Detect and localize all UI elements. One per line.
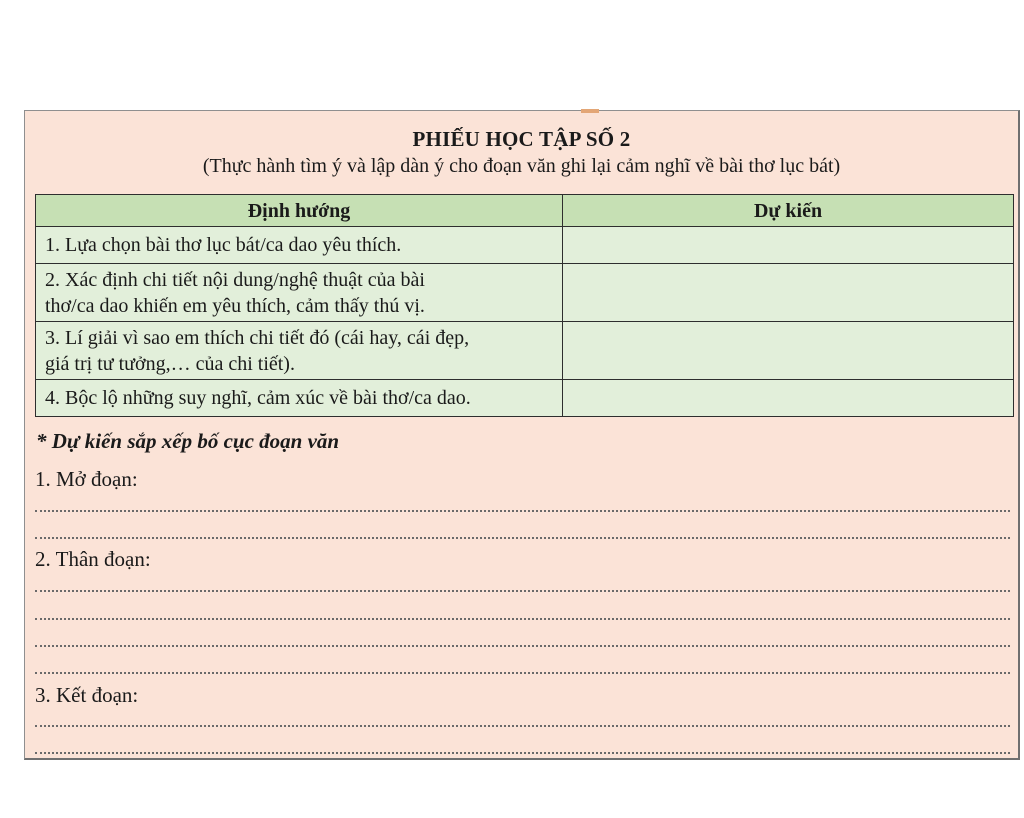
section-label-opening: 1. Mở đoạn: xyxy=(35,467,138,491)
table-header-row xyxy=(36,195,1014,227)
answer-line[interactable] xyxy=(35,510,1010,512)
direction-cell xyxy=(36,264,563,322)
planning-table xyxy=(35,194,1014,417)
answer-line[interactable] xyxy=(35,537,1010,539)
direction-cell xyxy=(36,322,563,380)
direction-text: 1. Lựa chọn bài thơ lục bát/ca dao yêu thích. xyxy=(45,234,402,256)
worksheet-title: PHIẾU HỌC TẬP SỐ 2 xyxy=(412,127,631,151)
table-row xyxy=(36,380,1014,417)
table-row xyxy=(36,264,1014,322)
layout-heading: * Dự kiến sắp xếp bố cục đoạn văn xyxy=(36,429,340,453)
direction-text: 2. Xác định chi tiết nội dung/nghệ thuật của bài xyxy=(45,268,425,291)
plan-cell[interactable] xyxy=(563,380,1014,417)
plan-cell[interactable] xyxy=(563,264,1014,322)
table-row xyxy=(36,227,1014,264)
header-plan: Dự kiến xyxy=(563,195,1014,227)
answer-line[interactable] xyxy=(35,645,1010,647)
table-row xyxy=(36,322,1014,380)
plan-cell[interactable] xyxy=(563,322,1014,380)
answer-line[interactable] xyxy=(35,672,1010,674)
answer-line[interactable] xyxy=(35,618,1010,620)
direction-cell xyxy=(36,380,563,417)
worksheet xyxy=(24,110,1020,760)
plan-cell[interactable] xyxy=(563,227,1014,264)
direction-text: thơ/ca dao khiến em yêu thích, cảm thấy thú vị. xyxy=(45,294,425,317)
header-direction: Định hướng xyxy=(36,195,563,227)
top-marker xyxy=(581,109,599,113)
direction-text: 4. Bộc lộ những suy nghĩ, cảm xúc về bài thơ/ca dao. xyxy=(45,387,471,409)
direction-text: 3. Lí giải vì sao em thích chi tiết đó (cái hay, cái đẹp, xyxy=(45,326,470,349)
answer-line[interactable] xyxy=(35,590,1010,592)
direction-text: giá trị tư tưởng,… của chi tiết). xyxy=(45,352,295,375)
worksheet-subtitle: (Thực hành tìm ý và lập dàn ý cho đoạn văn ghi lại cảm nghĩ về bài thơ lục bát) xyxy=(202,155,841,177)
answer-line[interactable] xyxy=(35,752,1010,754)
direction-cell xyxy=(36,227,563,264)
answer-line[interactable] xyxy=(35,725,1010,727)
section-label-body: 2. Thân đoạn: xyxy=(35,547,151,571)
section-label-closing: 3. Kết đoạn: xyxy=(35,683,139,707)
